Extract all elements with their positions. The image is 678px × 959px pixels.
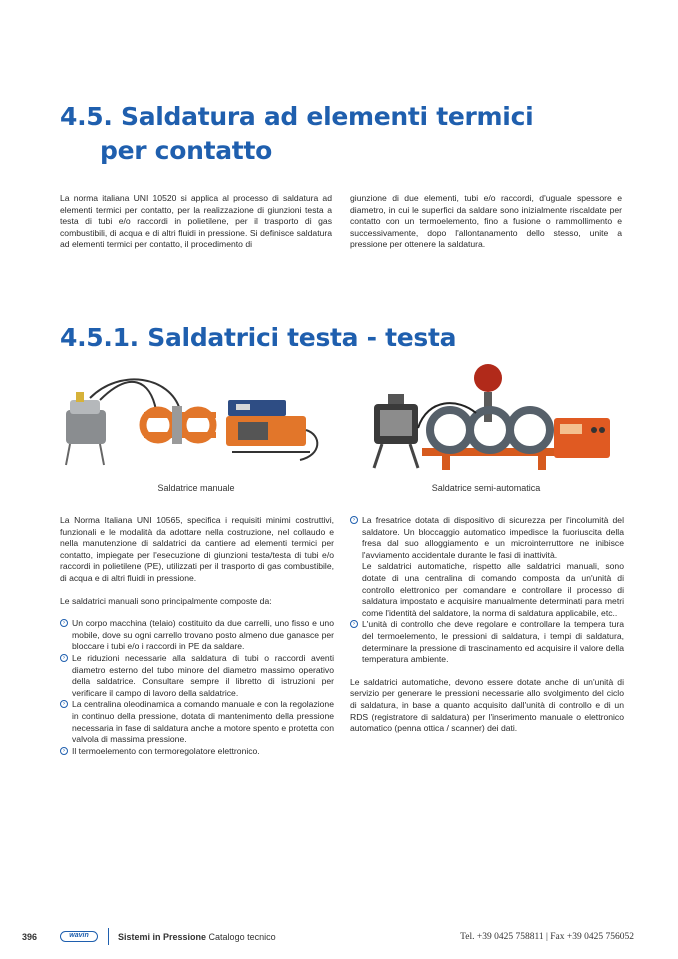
footer-contact: Tel. +39 0425 758811 | Fax +39 0425 756052 xyxy=(460,932,634,942)
bullet-arrow-icon: › xyxy=(60,700,68,708)
bullet-arrow-icon: › xyxy=(60,654,68,662)
body-right-paragraph-2: Le saldatrici automatiche, devono essere dotate anche di un'unità di servizio per generare le pressioni necessarie allo svolgimento del ciclo di saldatura, in base a quanto acquisito dall'unità di controllo e di un RDS (registratore di saldatura) per l'inserimento manuale o elettronico automatico (penna ottica / scanner) dei dati. xyxy=(350,676,624,734)
section-title-line2: per contatto xyxy=(100,136,272,165)
list-item: › L'unità di controllo che deve regolare e controllare la tempera tura del termoelemento, le pressioni di saldatura, i tempi di saldatura, determinare la pressione di trascinamento ed acquisire il valore della temperatura ambiente. xyxy=(350,619,624,665)
subsection-title: 4.5.1. Saldatrici testa - testa xyxy=(60,323,457,352)
manual-welder-caption: Saldatrice manuale xyxy=(157,483,235,493)
body-right-column xyxy=(350,515,624,735)
bullet-arrow-icon: › xyxy=(60,747,68,755)
wavin-logo: wavin xyxy=(60,931,98,942)
body-left-paragraph-1: La Norma Italiana UNI 10565, specifica i requisiti minimi costruttivi, funzionali e le modalità da adottare nella costruzione, nel collaudo e nella manutenzione di saldatrici da cantiere ad elementi termici per contatto, impiegate per l'esecuzione di giunzioni testa/testa di tubi e/o raccordi in polietilene (PE), utilizzati per il trasporto di gas combustibile, di acqua e di altri fluidi in pressione. xyxy=(60,515,334,583)
footer-title: Sistemi in Pressione Catalogo tecnico xyxy=(118,932,276,942)
intro-right-column xyxy=(350,193,622,251)
page-number: 396 xyxy=(22,932,38,942)
body-left-column xyxy=(60,515,334,757)
body-left-paragraph-2: Le saldatrici manuali sono principalmente composte da: xyxy=(60,595,272,606)
manual-welder-image xyxy=(60,370,332,470)
body-right-paragraph-1: Le saldatrici automatiche, rispetto alle saldatrici manuali, sono dotate di una centralina di comando composta da un'unità di controllo elettronico per comandare e controllare il processo di saldatura impostato e acquisire manualmente determinati para metri come l'identità del saldatore, la norma di saldatura applicabile, etc.. xyxy=(362,561,624,618)
intro-right-text: giunzione di due elementi, tubi e/o raccordi, d'uguale spessore e diametro, in cui le superfici da saldare sono inizialmente riscaldate per contatto con un termoelemento, fino a fusione o rammollimento e successivamente, dopo l'allontanamento dello stesso, unite a pressione per ottenere la saldatura. xyxy=(350,193,622,250)
semi-automatic-welder-caption: Saldatrice semi-automatica xyxy=(431,483,541,493)
page-footer xyxy=(22,928,634,948)
intro-left-text: La norma italiana UNI 10520 si applica al processo di saldatura ad elementi termici per contatto, per la realizzazione di giunzioni testa a testa di tubi e/o raccordi in polietilene, per il trasporto di gas combustibili, di acqua e di altri fluidi in pressione. Si definisce saldatura ad elementi termici per contatto, il procedimento di xyxy=(60,193,332,250)
list-item: › Il termoelemento con termoregolatore elettronico. xyxy=(60,746,334,758)
list-item: › Le riduzioni necessarie alla saldatura di tubi o raccordi aventi diametro esterno del tubo minore del diametro massimo operativo della saldatrice. Consultare sempre il libretto di istruzioni per verificare il campo di lavoro della saldatrice. xyxy=(60,653,334,699)
bullet-arrow-icon: › xyxy=(350,516,358,524)
list-item: › La fresatrice dotata di dispositivo di sicurezza per l'incolumità del saldatore. Un bloccaggio automatico impedisce la fuoriuscita della fresa dal suo alloggiamento e un microinterruttore ne inibisce l'avviamento accidentale durante le fasi di inattività. xyxy=(350,515,624,561)
section-title-line1: 4.5. Saldatura ad elementi termici xyxy=(60,102,534,131)
intro-left-column xyxy=(60,193,332,251)
list-item: › Un corpo macchina (telaio) costituito da due carrelli, uno fisso e uno mobile, dove su ogni carrello trovano posto almeno due ganasce per bloccare i tubi e/o i raccordi in PE da saldare. xyxy=(60,618,334,653)
bullet-arrow-icon: › xyxy=(350,620,358,628)
footer-divider xyxy=(108,928,109,945)
section-title xyxy=(60,100,580,168)
semi-automatic-welder-image xyxy=(358,358,614,476)
bullet-arrow-icon: › xyxy=(60,619,68,627)
list-item: › La centralina oleodinamica a comando manuale e con la regolazione in continuo della pressione, dotata di mantenimento della pressione necessaria in fase di saldatura anche a motore spento e protetta con valvola di massima pressione. xyxy=(60,699,334,745)
